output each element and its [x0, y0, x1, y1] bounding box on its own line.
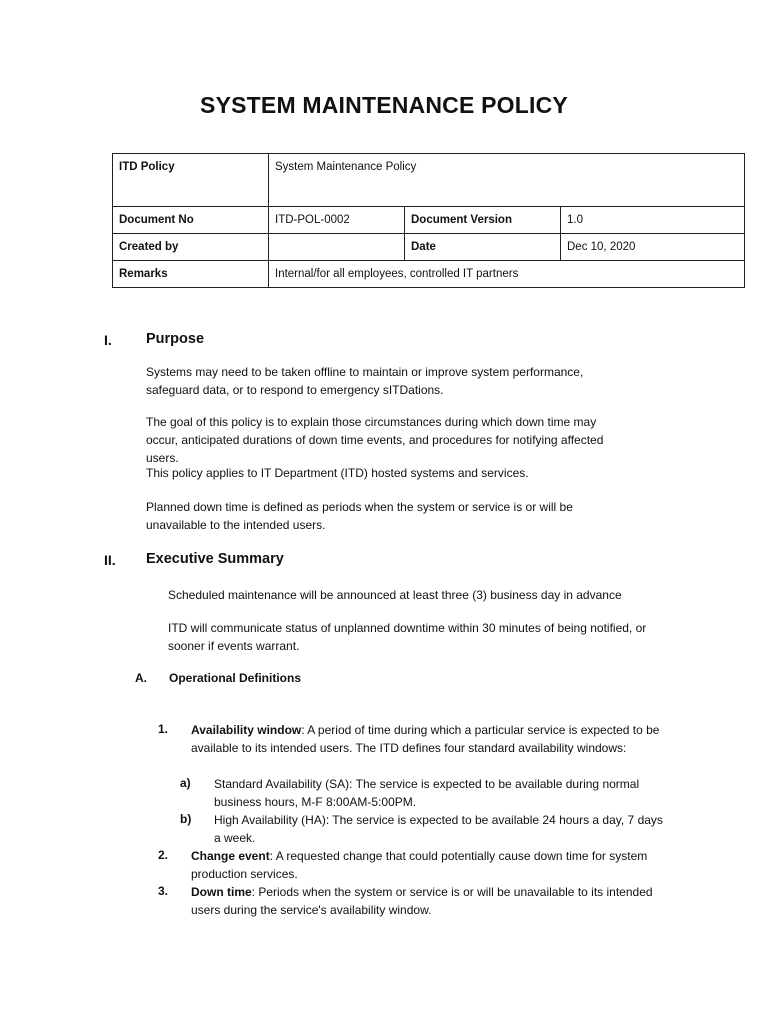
- paragraph: ITD will communicate status of unplanned downtime within 30 minutes of being notified, or sooner if events warrant.: [168, 621, 647, 653]
- subsection-letter: A.: [135, 671, 147, 685]
- list-item: [191, 883, 666, 919]
- sublist-item: High Availability (HA): The service is expected to be available 24 hours a day, 7 days a week.: [214, 813, 663, 845]
- sublist-letter: a): [180, 776, 191, 790]
- created-by-label: Created by: [113, 234, 269, 261]
- paragraph: The goal of this policy is to explain those circumstances during which down time may occur, anticipated durations of down time events, and procedures for notifying affected users.: [146, 415, 604, 465]
- definition-text: : A requested change that could potentially cause down time for system production services.: [191, 849, 648, 881]
- list-item-number: 1.: [158, 722, 169, 736]
- section-heading-purpose: Purpose: [146, 331, 205, 347]
- subsection-heading: Operational Definitions: [169, 671, 302, 685]
- definition-term: Change event: [191, 849, 270, 863]
- paragraph: Scheduled maintenance will be announced at least three (3) business day in advance: [168, 588, 622, 602]
- itd-policy-label: ITD Policy: [113, 154, 269, 207]
- date-value: Dec 10, 2020: [561, 234, 745, 261]
- paragraph: Systems may need to be taken offline to maintain or improve system performance, safeguard data, or to respond to emergency sITDations.: [146, 365, 584, 397]
- created-by-value: [269, 234, 405, 261]
- document-version-label: Document Version: [405, 207, 561, 234]
- definition-term: Down time: [191, 885, 252, 899]
- document-version-value: 1.0: [561, 207, 745, 234]
- document-no-value: ITD-POL-0002: [269, 207, 405, 234]
- sublist-letter: b): [180, 812, 192, 826]
- document-title: SYSTEM MAINTENANCE POLICY: [200, 92, 568, 118]
- itd-policy-value: System Maintenance Policy: [269, 154, 745, 207]
- section-numeral: I.: [104, 332, 112, 348]
- remarks-value: Internal/for all employees, controlled IT partners: [269, 261, 745, 288]
- section-heading-executive-summary: Executive Summary: [146, 551, 284, 567]
- definition-text: : A period of time during which a particular service is expected to be available to its intended users. The ITD defines four standard availability windows:: [191, 723, 660, 755]
- list-item-number: 2.: [158, 848, 169, 862]
- list-item-number: 3.: [158, 884, 169, 898]
- definition-text: : Periods when the system or service is or will be unavailable to its intended users during the service's availability window.: [191, 885, 653, 917]
- sublist-item: Standard Availability (SA): The service is expected to be available during normal business hours, M-F 8:00AM-5:00PM.: [214, 777, 640, 809]
- paragraph: Planned down time is defined as periods when the system or service is or will be unavailable to the intended users.: [146, 500, 573, 532]
- document-no-label: Document No: [113, 207, 269, 234]
- list-item: [191, 721, 666, 757]
- paragraph: This policy applies to IT Department (ITD) hosted systems and services.: [146, 466, 529, 480]
- date-label: Date: [405, 234, 561, 261]
- document-info-table: [112, 153, 745, 288]
- list-item: [191, 847, 666, 883]
- section-numeral: II.: [104, 552, 116, 568]
- remarks-label: Remarks: [113, 261, 269, 288]
- definition-term: Availability window: [191, 723, 302, 737]
